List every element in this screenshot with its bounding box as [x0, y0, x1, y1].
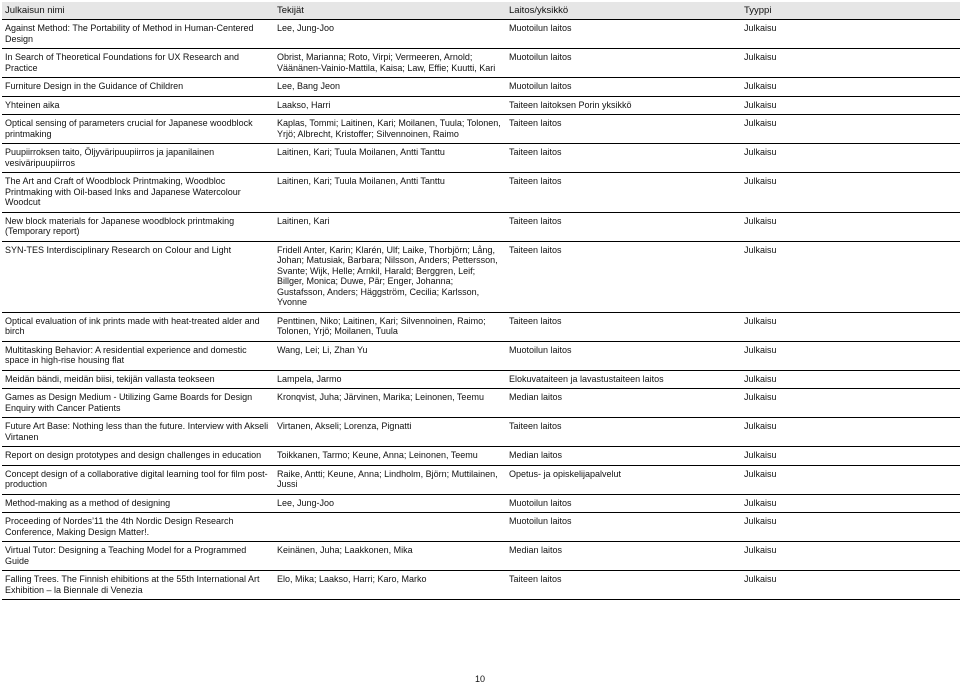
cell-unit: Muotoilun laitos: [506, 49, 741, 78]
page-number: 10: [474, 674, 485, 684]
cell-authors: Laakso, Harri: [274, 96, 506, 115]
table-row: [2, 494, 960, 513]
table-row: [2, 447, 960, 466]
cell-type: Julkaisu: [741, 418, 960, 447]
cell-authors: Laitinen, Kari; Tuula Moilanen, Antti Tanttu: [274, 173, 506, 213]
cell-type: Julkaisu: [741, 78, 960, 97]
cell-unit: Taiteen laitos: [506, 312, 741, 341]
table-body: [2, 20, 960, 600]
cell-authors: Penttinen, Niko; Laitinen, Kari; Silvennoinen, Raimo; Tolonen, Yrjö; Moilanen, Tuula: [274, 312, 506, 341]
cell-type: Julkaisu: [741, 447, 960, 466]
cell-unit: Muotoilun laitos: [506, 494, 741, 513]
table-row: [2, 96, 960, 115]
cell-name: Report on design prototypes and design challenges in education: [2, 447, 274, 466]
table-row: [2, 20, 960, 49]
cell-type: Julkaisu: [741, 212, 960, 241]
cell-authors: Fridell Anter, Karin; Klarén, Ulf; Laike, Thorbjörn; Lång, Johan; Matusiak, Barbara; Nilsson, Anders; Pettersson, Svante; Wijk, Helle; Arnkil, Harald; Berggren, Leif; Billger, Monica; Duwe, Pär; Enger, Johanna; Gustafsson, Anders; Häggström, Cecilia; Karlsson, Yvonne: [274, 241, 506, 312]
cell-name: Puupiirroksen taito, Öljyväripuupiirros ja japanilainen vesiväripuupiirros: [2, 144, 274, 173]
table-row: [2, 78, 960, 97]
cell-type: Julkaisu: [741, 20, 960, 49]
cell-authors: Lee, Jung-Joo: [274, 494, 506, 513]
table-row: [2, 212, 960, 241]
cell-unit: Opetus- ja opiskelijapalvelut: [506, 465, 741, 494]
cell-type: Julkaisu: [741, 341, 960, 370]
cell-name: Concept design of a collaborative digital learning tool for film post-production: [2, 465, 274, 494]
cell-name: Method-making as a method of designing: [2, 494, 274, 513]
cell-type: Julkaisu: [741, 370, 960, 389]
cell-authors: Obrist, Marianna; Roto, Virpi; Vermeeren, Arnold; Väänänen-Vainio-Mattila, Kaisa; Law, Effie; Kuutti, Kari: [274, 49, 506, 78]
cell-authors: Lampela, Jarmo: [274, 370, 506, 389]
header-name: Julkaisun nimi: [2, 2, 274, 20]
cell-unit: Median laitos: [506, 542, 741, 571]
header-type: Tyyppi: [741, 2, 960, 20]
table-header-row: [2, 2, 960, 20]
table-row: [2, 144, 960, 173]
header-unit: Laitos/yksikkö: [506, 2, 741, 20]
cell-authors: Kronqvist, Juha; Järvinen, Marika; Leinonen, Teemu: [274, 389, 506, 418]
cell-name: Proceeding of Nordes’11 the 4th Nordic Design Research Conference, Making Design Matter!.: [2, 513, 274, 542]
table-row: [2, 341, 960, 370]
cell-unit: Median laitos: [506, 447, 741, 466]
cell-authors: Raike, Antti; Keune, Anna; Lindholm, Björn; Muttilainen, Jussi: [274, 465, 506, 494]
cell-type: Julkaisu: [741, 115, 960, 144]
cell-unit: Muotoilun laitos: [506, 513, 741, 542]
table-row: [2, 465, 960, 494]
table-row: [2, 241, 960, 312]
cell-unit: Taiteen laitos: [506, 241, 741, 312]
cell-authors: Toikkanen, Tarmo; Keune, Anna; Leinonen, Teemu: [274, 447, 506, 466]
table-row: [2, 513, 960, 542]
table-row: [2, 389, 960, 418]
cell-unit: Median laitos: [506, 389, 741, 418]
cell-authors: Virtanen, Akseli; Lorenza, Pignatti: [274, 418, 506, 447]
cell-type: Julkaisu: [741, 389, 960, 418]
table-row: [2, 49, 960, 78]
table-row: [2, 115, 960, 144]
cell-unit: Taiteen laitos: [506, 115, 741, 144]
cell-name: In Search of Theoretical Foundations for UX Research and Practice: [2, 49, 274, 78]
cell-name: Against Method: The Portability of Method in Human-Centered Design: [2, 20, 274, 49]
cell-name: Falling Trees. The Finnish ehibitions at the 55th International Art Exhibition – la Biennale di Venezia: [2, 571, 274, 600]
cell-name: Games as Design Medium - Utilizing Game Boards for Design Enquiry with Cancer Patients: [2, 389, 274, 418]
cell-name: Furniture Design in the Guidance of Children: [2, 78, 274, 97]
cell-type: Julkaisu: [741, 96, 960, 115]
cell-name: Virtual Tutor: Designing a Teaching Model for a Programmed Guide: [2, 542, 274, 571]
cell-type: Julkaisu: [741, 571, 960, 600]
cell-authors: Lee, Jung-Joo: [274, 20, 506, 49]
cell-type: Julkaisu: [741, 173, 960, 213]
table-row: [2, 418, 960, 447]
cell-unit: Muotoilun laitos: [506, 20, 741, 49]
cell-name: SYN-TES Interdisciplinary Research on Colour and Light: [2, 241, 274, 312]
cell-type: Julkaisu: [741, 542, 960, 571]
cell-unit: Muotoilun laitos: [506, 78, 741, 97]
header-authors: Tekijät: [274, 2, 506, 20]
cell-name: The Art and Craft of Woodblock Printmaking, Woodbloc Printmaking with Oil-based Inks and Japanese Watercolour Woodcut: [2, 173, 274, 213]
table-row: [2, 312, 960, 341]
table-row: [2, 173, 960, 213]
cell-name: New block materials for Japanese woodblock printmaking (Temporary report): [2, 212, 274, 241]
table-row: [2, 542, 960, 571]
table-row: [2, 370, 960, 389]
cell-unit: Muotoilun laitos: [506, 341, 741, 370]
cell-type: Julkaisu: [741, 494, 960, 513]
cell-authors: Laitinen, Kari: [274, 212, 506, 241]
cell-name: Yhteinen aika: [2, 96, 274, 115]
cell-name: Optical sensing of parameters crucial for Japanese woodblock printmaking: [2, 115, 274, 144]
publications-table: [2, 2, 960, 600]
cell-unit: Taiteen laitos: [506, 173, 741, 213]
cell-unit: Taiteen laitos: [506, 571, 741, 600]
cell-type: Julkaisu: [741, 144, 960, 173]
cell-authors: Kaplas, Tommi; Laitinen, Kari; Moilanen, Tuula; Tolonen, Yrjö; Albrecht, Kristoffer; Silvennoinen, Raimo: [274, 115, 506, 144]
table-row: [2, 571, 960, 600]
cell-type: Julkaisu: [741, 513, 960, 542]
cell-type: Julkaisu: [741, 241, 960, 312]
cell-authors: Elo, Mika; Laakso, Harri; Karo, Marko: [274, 571, 506, 600]
cell-name: Optical evaluation of ink prints made with heat-treated alder and birch: [2, 312, 274, 341]
cell-authors: Wang, Lei; Li, Zhan Yu: [274, 341, 506, 370]
cell-authors: Laitinen, Kari; Tuula Moilanen, Antti Tanttu: [274, 144, 506, 173]
cell-authors: [274, 513, 506, 542]
cell-type: Julkaisu: [741, 49, 960, 78]
cell-name: Multitasking Behavior: A residential experience and domestic space in high-rise housing flat: [2, 341, 274, 370]
cell-authors: Lee, Bang Jeon: [274, 78, 506, 97]
cell-authors: Keinänen, Juha; Laakkonen, Mika: [274, 542, 506, 571]
cell-unit: Taiteen laitos: [506, 418, 741, 447]
cell-name: Meidän bändi, meidän biisi, tekijän vallasta teokseen: [2, 370, 274, 389]
cell-unit: Taiteen laitoksen Porin yksikkö: [506, 96, 741, 115]
cell-type: Julkaisu: [741, 312, 960, 341]
cell-unit: Taiteen laitos: [506, 212, 741, 241]
cell-type: Julkaisu: [741, 465, 960, 494]
cell-unit: Elokuvataiteen ja lavastustaiteen laitos: [506, 370, 741, 389]
cell-unit: Taiteen laitos: [506, 144, 741, 173]
cell-name: Future Art Base: Nothing less than the future. Interview with Akseli Virtanen: [2, 418, 274, 447]
